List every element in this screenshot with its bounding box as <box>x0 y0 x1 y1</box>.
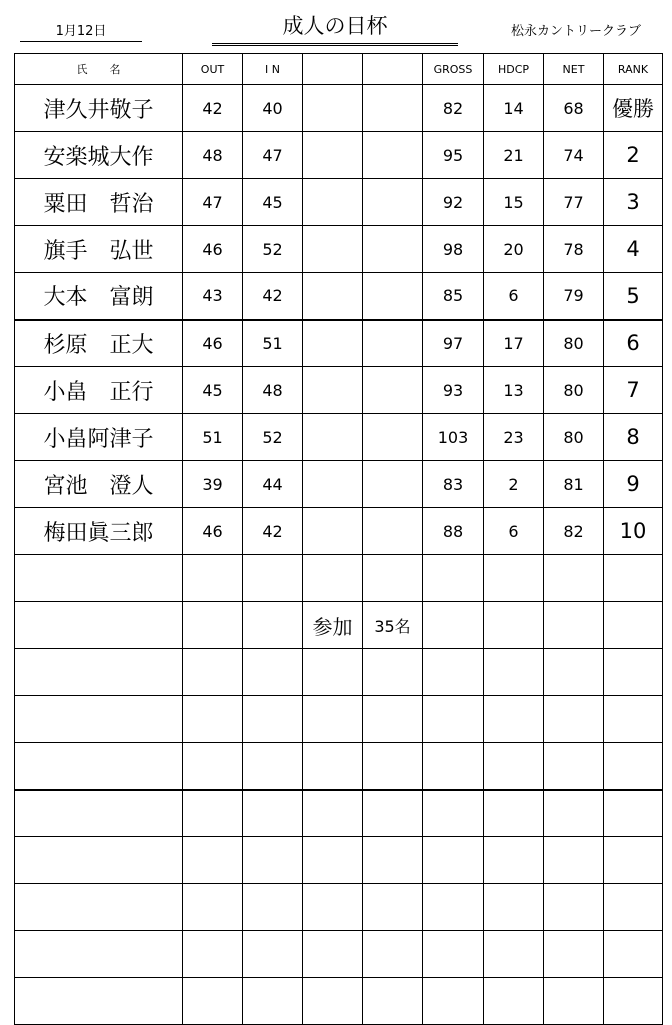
empty-cell <box>303 978 363 1025</box>
cell-name: 宮池 澄人 <box>15 461 183 508</box>
empty-cell <box>423 931 484 978</box>
empty-cell <box>423 696 484 743</box>
cell-hdcp: 2 <box>484 461 544 508</box>
cell-name: 小畠阿津子 <box>15 414 183 461</box>
empty-cell <box>15 978 183 1025</box>
empty-cell <box>243 837 303 884</box>
empty-cell <box>363 273 423 320</box>
empty-cell <box>303 367 363 414</box>
empty-cell <box>604 602 663 649</box>
cell-hdcp: 13 <box>484 367 544 414</box>
table-row <box>15 179 663 226</box>
table-row <box>15 414 663 461</box>
cell-out: 42 <box>183 85 243 132</box>
cell-hdcp: 14 <box>484 85 544 132</box>
empty-cell <box>363 743 423 790</box>
cell-net: 77 <box>544 179 604 226</box>
empty-cell <box>484 602 544 649</box>
col-net: NET <box>544 54 604 85</box>
empty-cell <box>363 978 423 1025</box>
empty-cell <box>183 555 243 602</box>
empty-cell <box>303 790 363 837</box>
empty-cell <box>604 837 663 884</box>
cell-net: 78 <box>544 226 604 273</box>
cell-in: 42 <box>243 508 303 555</box>
cell-rank: 優勝 <box>604 85 663 132</box>
cell-net: 80 <box>544 367 604 414</box>
empty-cell <box>423 602 484 649</box>
empty-cell <box>363 414 423 461</box>
table-row <box>15 226 663 273</box>
empty-cell <box>363 508 423 555</box>
empty-cell <box>303 649 363 696</box>
empty-cell <box>183 837 243 884</box>
results-table <box>14 53 663 1025</box>
empty-cell <box>15 649 183 696</box>
cell-gross: 95 <box>423 132 484 179</box>
empty-cell <box>604 884 663 931</box>
empty-cell <box>303 931 363 978</box>
empty-cell <box>303 85 363 132</box>
cell-in: 42 <box>243 273 303 320</box>
cell-rank: 2 <box>604 132 663 179</box>
participation-label: 参加 <box>303 602 363 649</box>
cell-rank: 4 <box>604 226 663 273</box>
cell-in: 52 <box>243 414 303 461</box>
cell-out: 39 <box>183 461 243 508</box>
cell-gross: 97 <box>423 320 484 367</box>
empty-cell <box>604 790 663 837</box>
col-gross: GROSS <box>423 54 484 85</box>
empty-row <box>15 743 663 790</box>
empty-row <box>15 696 663 743</box>
empty-cell <box>15 931 183 978</box>
cell-in: 45 <box>243 179 303 226</box>
empty-cell <box>604 555 663 602</box>
empty-row <box>15 978 663 1025</box>
table-row <box>15 461 663 508</box>
cell-hdcp: 15 <box>484 179 544 226</box>
empty-cell <box>363 85 423 132</box>
empty-cell <box>303 273 363 320</box>
empty-cell <box>484 837 544 884</box>
empty-cell <box>604 696 663 743</box>
empty-cell <box>544 837 604 884</box>
empty-cell <box>15 555 183 602</box>
table-row <box>15 273 663 320</box>
empty-cell <box>363 179 423 226</box>
empty-cell <box>544 931 604 978</box>
participation-count: 35名 <box>363 602 423 649</box>
table-row <box>15 85 663 132</box>
empty-cell <box>363 837 423 884</box>
empty-cell <box>303 837 363 884</box>
cell-out: 51 <box>183 414 243 461</box>
cell-gross: 88 <box>423 508 484 555</box>
cell-out: 46 <box>183 226 243 273</box>
empty-cell <box>604 931 663 978</box>
empty-cell <box>303 179 363 226</box>
cell-net: 79 <box>544 273 604 320</box>
cell-rank: 10 <box>604 508 663 555</box>
empty-cell <box>15 696 183 743</box>
cell-hdcp: 6 <box>484 273 544 320</box>
cell-hdcp: 6 <box>484 508 544 555</box>
cell-name: 粟田 哲治 <box>15 179 183 226</box>
empty-cell <box>183 696 243 743</box>
empty-cell <box>243 931 303 978</box>
cell-gross: 98 <box>423 226 484 273</box>
empty-cell <box>15 837 183 884</box>
empty-cell <box>183 649 243 696</box>
empty-cell <box>303 696 363 743</box>
empty-cell <box>303 414 363 461</box>
empty-cell <box>243 743 303 790</box>
empty-cell <box>363 649 423 696</box>
cell-rank: 9 <box>604 461 663 508</box>
cell-gross: 82 <box>423 85 484 132</box>
empty-cell <box>484 555 544 602</box>
cell-net: 68 <box>544 85 604 132</box>
empty-cell <box>423 743 484 790</box>
cell-hdcp: 23 <box>484 414 544 461</box>
empty-row <box>15 649 663 696</box>
cell-out: 48 <box>183 132 243 179</box>
empty-cell <box>544 743 604 790</box>
cell-in: 51 <box>243 320 303 367</box>
cell-in: 47 <box>243 132 303 179</box>
cell-out: 43 <box>183 273 243 320</box>
cell-gross: 93 <box>423 367 484 414</box>
empty-cell <box>484 931 544 978</box>
empty-cell <box>363 931 423 978</box>
empty-cell <box>363 884 423 931</box>
cell-in: 44 <box>243 461 303 508</box>
cell-name: 梅田眞三郎 <box>15 508 183 555</box>
empty-cell <box>484 790 544 837</box>
empty-cell <box>544 978 604 1025</box>
cell-name: 大本 富朗 <box>15 273 183 320</box>
empty-cell <box>183 602 243 649</box>
empty-cell <box>243 602 303 649</box>
empty-cell <box>363 461 423 508</box>
col-name: 氏 名 <box>15 54 183 85</box>
empty-cell <box>423 649 484 696</box>
event-date: 1月12日 <box>20 20 142 42</box>
cell-rank: 8 <box>604 414 663 461</box>
col-in: I N <box>243 54 303 85</box>
empty-cell <box>303 508 363 555</box>
table-row <box>15 320 663 367</box>
cell-rank: 5 <box>604 273 663 320</box>
empty-cell <box>183 743 243 790</box>
cell-gross: 83 <box>423 461 484 508</box>
cell-name: 旗手 弘世 <box>15 226 183 273</box>
cell-net: 82 <box>544 508 604 555</box>
cell-name: 小畠 正行 <box>15 367 183 414</box>
col-rank: RANK <box>604 54 663 85</box>
empty-cell <box>484 978 544 1025</box>
empty-cell <box>363 226 423 273</box>
table-row <box>15 508 663 555</box>
empty-cell <box>544 884 604 931</box>
cell-rank: 7 <box>604 367 663 414</box>
cell-rank: 3 <box>604 179 663 226</box>
cell-hdcp: 21 <box>484 132 544 179</box>
table-row <box>15 132 663 179</box>
empty-row <box>15 837 663 884</box>
empty-row <box>15 884 663 931</box>
empty-cell <box>15 790 183 837</box>
empty-cell <box>303 884 363 931</box>
col-blank-1 <box>303 54 363 85</box>
empty-cell <box>423 978 484 1025</box>
empty-row <box>15 602 663 649</box>
cell-name: 津久井敬子 <box>15 85 183 132</box>
cell-in: 40 <box>243 85 303 132</box>
empty-cell <box>15 602 183 649</box>
empty-cell <box>544 555 604 602</box>
sheet-header <box>0 0 672 50</box>
empty-cell <box>363 696 423 743</box>
empty-cell <box>303 555 363 602</box>
empty-cell <box>363 367 423 414</box>
empty-cell <box>423 555 484 602</box>
empty-cell <box>183 790 243 837</box>
empty-cell <box>363 320 423 367</box>
empty-cell <box>303 226 363 273</box>
cell-name: 杉原 正大 <box>15 320 183 367</box>
cell-net: 74 <box>544 132 604 179</box>
header-row <box>15 54 663 85</box>
empty-cell <box>544 602 604 649</box>
cell-out: 45 <box>183 367 243 414</box>
cell-in: 52 <box>243 226 303 273</box>
cell-hdcp: 17 <box>484 320 544 367</box>
cell-net: 80 <box>544 414 604 461</box>
empty-cell <box>363 132 423 179</box>
cell-name: 安楽城大作 <box>15 132 183 179</box>
cell-gross: 85 <box>423 273 484 320</box>
empty-cell <box>544 696 604 743</box>
empty-row <box>15 790 663 837</box>
empty-cell <box>484 884 544 931</box>
cell-net: 80 <box>544 320 604 367</box>
cell-in: 48 <box>243 367 303 414</box>
cell-out: 46 <box>183 320 243 367</box>
empty-cell <box>243 978 303 1025</box>
empty-cell <box>484 743 544 790</box>
cell-gross: 103 <box>423 414 484 461</box>
cell-out: 46 <box>183 508 243 555</box>
cell-rank: 6 <box>604 320 663 367</box>
empty-cell <box>544 649 604 696</box>
empty-cell <box>303 743 363 790</box>
empty-cell <box>303 461 363 508</box>
table-row <box>15 367 663 414</box>
empty-cell <box>423 884 484 931</box>
cell-hdcp: 20 <box>484 226 544 273</box>
empty-cell <box>243 790 303 837</box>
empty-cell <box>363 555 423 602</box>
cell-gross: 92 <box>423 179 484 226</box>
empty-cell <box>604 649 663 696</box>
col-blank-2 <box>363 54 423 85</box>
event-title: 成人の日杯 <box>212 10 458 46</box>
cell-net: 81 <box>544 461 604 508</box>
empty-cell <box>423 790 484 837</box>
empty-cell <box>544 790 604 837</box>
empty-cell <box>243 884 303 931</box>
empty-cell <box>484 649 544 696</box>
empty-cell <box>363 790 423 837</box>
col-hdcp: HDCP <box>484 54 544 85</box>
empty-cell <box>183 978 243 1025</box>
empty-cell <box>183 884 243 931</box>
empty-cell <box>15 884 183 931</box>
cell-out: 47 <box>183 179 243 226</box>
empty-cell <box>243 555 303 602</box>
empty-cell <box>15 743 183 790</box>
empty-cell <box>303 320 363 367</box>
empty-cell <box>484 696 544 743</box>
club-name: 松永カントリークラブ <box>510 24 641 39</box>
empty-row <box>15 931 663 978</box>
empty-cell <box>183 931 243 978</box>
empty-cell <box>243 696 303 743</box>
empty-cell <box>243 649 303 696</box>
empty-cell <box>303 132 363 179</box>
empty-cell <box>604 978 663 1025</box>
col-out: OUT <box>183 54 243 85</box>
empty-cell <box>423 837 484 884</box>
empty-row <box>15 555 663 602</box>
empty-cell <box>604 743 663 790</box>
